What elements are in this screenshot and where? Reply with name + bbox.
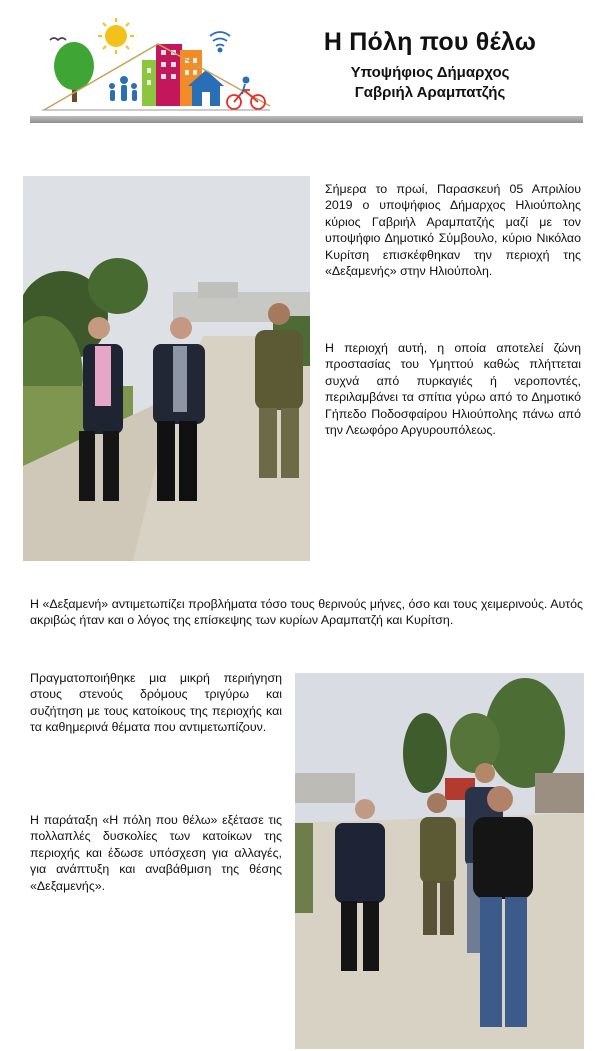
photo-visit-street: [23, 176, 310, 561]
candidate-name: Γαβριήλ Αραμπατζής: [354, 84, 506, 101]
candidate-role: Υποψήφιος Δήμαρχος: [350, 64, 510, 81]
sun-icon: [98, 18, 134, 54]
article-paragraph: Η περιοχή αυτή, η οποία αποτελεί ζώνη προστασίας του Υμηττού καθώς πλήττεται συχνά από πυρκαγιές ή νεροποντές, περιλαμβάνει τα σπίτια γύρω από το Δημοτικό Γήπεδο Ποδοσφαίρου Ηλιούπολης πάνω από την Λεωφόρο Αργυρουπόλεως.: [325, 341, 581, 438]
article-paragraph: Η «Δεξαμενή» αντιμετωπίζει προβλήματα τόσο τους θερινούς μήνες, όσο και τους χειμερινούς. Αυτός ακριβώς ήταν και ο λόγος της επίσκεψης των κυρίων Αραμπατζή και Κυρίτση.: [30, 597, 583, 628]
wifi-icon: [210, 32, 230, 52]
campaign-title: Η Πόλη που θέλω: [323, 28, 537, 56]
article-paragraph: Πραγματοποιήθηκε μια μικρή περιήγηση στους στενούς δρόμους τριγύρω και συζήτηση με τους κατοίκους της περιοχής και τα καθημερινά θέματα που αντιμετωπίζουν.: [30, 671, 282, 735]
cyclist-icon: [227, 77, 265, 110]
campaign-logo: [38, 14, 274, 118]
family-icon: [109, 76, 137, 101]
header-divider: [30, 116, 583, 123]
header-title-block: [280, 28, 580, 103]
article-paragraph: Η παράταξη «Η πόλη που θέλω» εξέτασε τις πολλαπλές δυσκολίες των κατοίκων της περιοχής και έδωσε υπόσχεση για αλλαγές, για ανάπτυξη και αναβάθμιση της θέσης «Δεξαμενής».: [30, 813, 282, 893]
page-header: [30, 10, 583, 116]
article-paragraph: Σήμερα το πρωί, Παρασκευή 05 Απριλίου 2019 ο υποψήφιος Δήμαρχος Ηλιούπολης κύριος Γαβριήλ Αραμπατζής μαζί με τον υποψήφιο Δημοτικό Σύμβουλο, κύριο Νικόλαο Κυρίτση επισκέφθηκαν την περιοχή της «Δεξαμενής» στην Ηλιούπολη.: [325, 182, 581, 279]
photo-residents-discussion: [295, 673, 584, 1049]
